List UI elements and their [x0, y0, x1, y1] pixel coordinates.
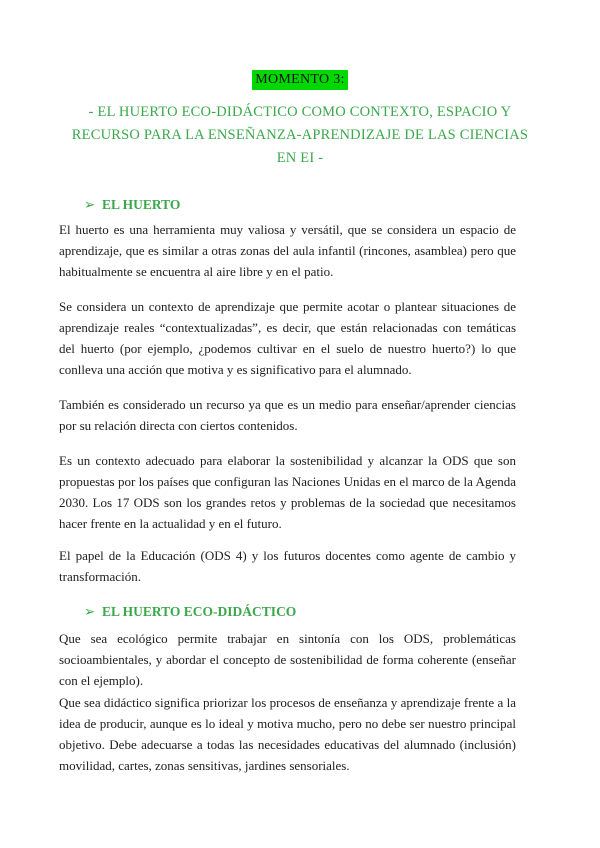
moment-label: MOMENTO 3:: [252, 70, 347, 90]
paragraph: El huerto es una herramienta muy valiosa y versátil, que se considera un espacio de aprendizaje, que es similar a otras zonas del aula infantil (rincones, asamblea) pero que habitualmente se encuentra al aire libre y en el patio.: [59, 222, 516, 279]
section-heading-text: EL HUERTO: [102, 197, 181, 212]
arrow-bullet-icon: ➢: [84, 604, 96, 619]
paragraph: También es considerado un recurso ya que es un medio para enseñar/aprender ciencias por su relación directa con ciertos contenidos.: [59, 397, 516, 433]
moment-header: [0, 70, 600, 90]
paragraph: Que sea didáctico significa priorizar los procesos de enseñanza y aprendizaje frente a la idea de producir, aunque es lo ideal y motiva mucho, pero no debe ser nuestro principal objetivo. Debe adecuarse a todas las necesidades educativas del alumnado (inclusión) movilidad, cartes, zonas sensitivas, jardines sensoriales.: [59, 695, 516, 773]
document-subtitle: - EL HUERTO ECO-DIDÁCTICO COMO CONTEXTO, ESPACIO Y RECURSO PARA LA ENSEÑANZA-APRENDIZAJE DE LAS CIENCIAS EN EI -: [71, 104, 529, 166]
arrow-bullet-icon: ➢: [84, 197, 96, 212]
section-heading-huerto: [84, 196, 180, 214]
section-heading-huerto-eco-didactico: [84, 603, 296, 621]
paragraph: El papel de la Educación (ODS 4) y los futuros docentes como agente de cambio y transformación.: [59, 548, 516, 584]
paragraph: Se considera un contexto de aprendizaje que permite acotar o plantear situaciones de aprendizaje reales “contextualizadas”, es decir, que están relacionadas con temáticas del huerto (por ejemplo, ¿podemos cultivar en el suelo de nuestro huerto?) lo que conlleva una acción que motiva y es significativo para el alumnado.: [59, 299, 516, 377]
section-heading-text: EL HUERTO ECO-DIDÁCTICO: [102, 604, 297, 619]
paragraph: Es un contexto adecuado para elaborar la sostenibilidad y alcanzar la ODS que son propuestas por los países que configuran las Naciones Unidas en el marco de la Agenda 2030. Los 17 ODS son los grandes retos y problemas de la sociedad que necesitamos hacer frente en la actualidad y en el futuro.: [59, 453, 516, 531]
paragraph: Que sea ecológico permite trabajar en sintonía con los ODS, problemáticas socioambientales, y abordar el concepto de sostenibilidad de forma coherente (enseñar con el ejemplo).: [59, 631, 516, 688]
